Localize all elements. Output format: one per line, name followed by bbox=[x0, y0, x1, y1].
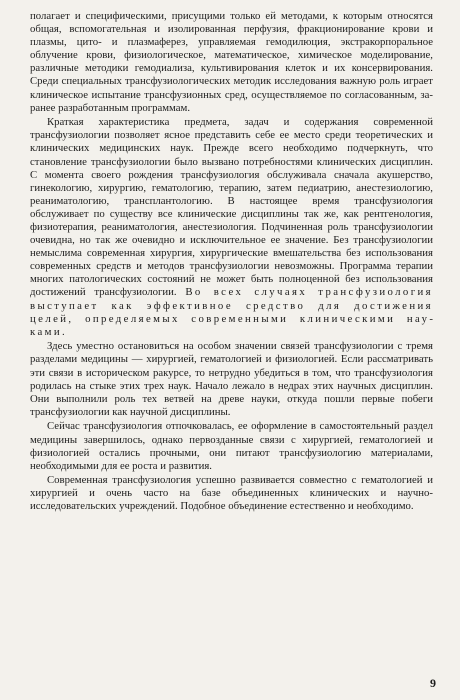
page-number: 9 bbox=[430, 676, 436, 690]
spaced-emphasis: Во всех случаях трансфузиология выступает как эффективное средство для достижения целей, определяемых современными клиническими науками. bbox=[30, 286, 434, 338]
body-text bbox=[30, 10, 433, 515]
paragraph-4: Сейчас трансфузиология отпочковалась, ее оформление в самостоятельный раздел медицины завершилось, однако первозданные связи с хирургией, гематологией и физиологией остались прочными, они питают трансфузиологию материалами, необходимыми для ее роста и развития. bbox=[30, 420, 433, 472]
paragraph-5: Современная трансфузиология успешно развивается совместно с гематологией и хирургией и очень часто на базе объединенных клинических и научно-исследовательских учреждений. Подобное объединение естественно и необходимо. bbox=[30, 474, 433, 513]
paragraph-1: полагает и специфическими, присущими только ей методами, к которым относятся общая, вспомогательная и изолированная перфузия, фракционирование крови и плазмы, цито- и плазмаферез, управляемая гемодилюция, экстракорпоральное облучение крови, физиологическое, математическое, химическое моделирование, различные методики гемодиализа, культивирования клеток и их консервирования. Среди специальных трансфузиологических методик исследования важную роль играет клиническое испытание трансфузионных сред, осуществляемое по согласованным, заранее разработанным программам. bbox=[30, 10, 433, 114]
paragraph-2 bbox=[30, 116, 433, 339]
paragraph-3: Здесь уместно остановиться на особом значении связей трансфузиологии с тремя разделами медицины — хирургией, гематологией и физиологией. Если рассматривать эти связи в историческом ракурсе, то нетрудно убедиться в том, что трансфузиология родилась на стыке этих трех наук. Начало лежало в недрах этих научных дисциплин. Они выполнили роль тех ветвей на древе науки, откуда пошли первые побеги трансфузиологии как научной дисциплины. bbox=[30, 340, 433, 418]
paragraph-2-text: Краткая характеристика предмета, задач и содержания современной трансфузиологии позволяет ясное представить себе ее место среди теоретических и клинических медицинских наук. Прежде всего необходимо подчеркнуть, что становление трансфузиологии было вызвано потребностями клинических дисциплин. С момента своего рождения трансфузиология обслуживала сначала акушерство, гинекологию, хирургию, гематологию, терапию, затем педиатрию, анестезиологию, реаниматологию, трансплантологию. В настоящее время трансфузиология обслуживает по существу все клинические дисциплины так же, как рентгенология, физиотерапия, реаниматология, анестезиология. Подчиненная роль трансфузиологии очевидна, но так же очевидно и исключительное ее значение. Без трансфузиологии немыслима современная хирургия, хирургические вмешательства без использования современных средств и методов трансфузиологии невозможны. Программа терапии многих патологических состояний не может быть полноценной без использования достижений трансфузиологии. bbox=[30, 116, 433, 299]
